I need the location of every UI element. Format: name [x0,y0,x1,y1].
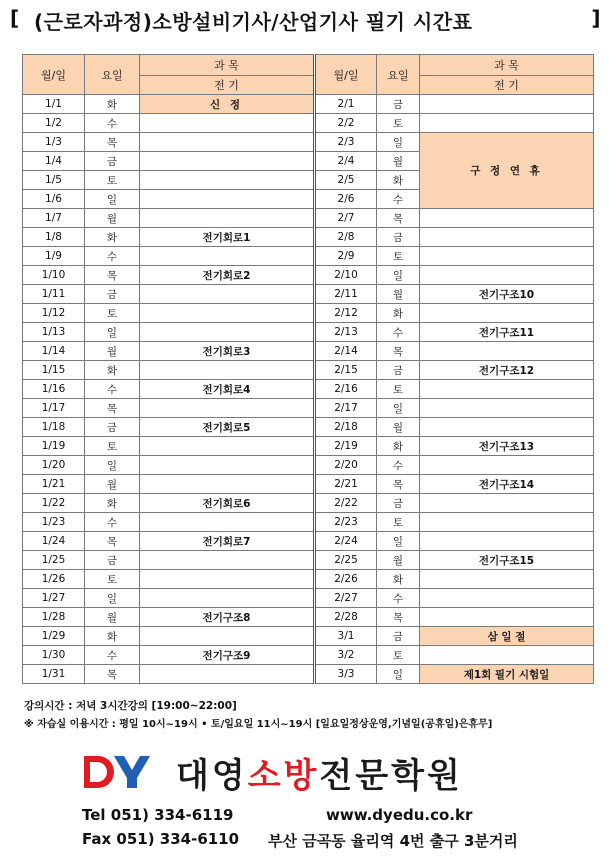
weekday-cell: 일 [377,532,420,551]
subject-cell [420,95,594,114]
date-cell: 2/18 [315,418,377,437]
subject-cell: 신 정 [140,95,315,114]
weekday-cell: 토 [377,380,420,399]
weekday-cell: 월 [85,342,140,361]
subject-cell [420,228,594,247]
table-row [23,304,594,323]
subject-cell [140,323,315,342]
table-row [23,342,594,361]
date-cell: 2/22 [315,494,377,513]
subject-cell [420,266,594,285]
date-cell: 2/5 [315,171,377,190]
date-cell: 1/25 [23,551,85,570]
weekday-cell: 수 [377,456,420,475]
header-weekday-left: 요일 [85,55,140,95]
weekday-cell: 월 [85,209,140,228]
subject-cell [420,456,594,475]
title-bracket-close: ] [591,6,601,30]
table-row [23,209,594,228]
subject-cell [420,380,594,399]
subject-cell [140,551,315,570]
date-cell: 1/31 [23,665,85,684]
date-cell: 1/17 [23,399,85,418]
subject-cell: 전기구조14 [420,475,594,494]
date-cell: 1/3 [23,133,85,152]
subject-cell [140,361,315,380]
date-cell: 3/2 [315,646,377,665]
subject-cell: 전기회로2 [140,266,315,285]
weekday-cell: 금 [377,95,420,114]
tel-number: Tel 051) 334-6119 [82,806,234,824]
subject-cell [140,209,315,228]
subject-cell [140,513,315,532]
date-cell: 1/20 [23,456,85,475]
table-row [23,646,594,665]
subject-cell [140,133,315,152]
subject-cell: 전기회로7 [140,532,315,551]
table-row [23,665,594,684]
date-cell: 1/5 [23,171,85,190]
table-row [23,475,594,494]
dy-logo-icon [80,750,152,794]
subject-cell [140,304,315,323]
weekday-cell: 월 [377,418,420,437]
header-subject-sub-left: 전 기 [140,76,315,95]
header-subject-left: 과 목 [140,55,315,76]
subject-cell: 전기구조9 [140,646,315,665]
weekday-cell: 토 [377,513,420,532]
weekday-cell: 일 [85,323,140,342]
subject-cell: 전기회로3 [140,342,315,361]
date-cell: 2/6 [315,190,377,209]
weekday-cell: 일 [85,589,140,608]
date-cell: 2/19 [315,437,377,456]
weekday-cell: 화 [85,494,140,513]
table-row [23,133,594,152]
date-cell: 2/8 [315,228,377,247]
title-bracket-open: [ [10,6,20,30]
weekday-cell: 화 [85,228,140,247]
weekday-cell: 목 [85,399,140,418]
subject-cell [420,570,594,589]
table-row [23,513,594,532]
weekday-cell: 목 [85,532,140,551]
title-text: (근로자과정)소방설비기사/산업기사 필기 시간표 [34,10,473,34]
subject-cell: 전기구조11 [420,323,594,342]
subject-cell [140,437,315,456]
table-row [23,532,594,551]
subject-cell [420,247,594,266]
weekday-cell: 화 [377,437,420,456]
weekday-cell: 수 [85,513,140,532]
table-row [23,437,594,456]
subject-cell: 전기구조8 [140,608,315,627]
weekday-cell: 일 [85,456,140,475]
table-row [23,247,594,266]
date-cell: 1/11 [23,285,85,304]
subject-cell [420,532,594,551]
weekday-cell: 목 [377,209,420,228]
date-cell: 1/19 [23,437,85,456]
date-cell: 1/24 [23,532,85,551]
date-cell: 1/23 [23,513,85,532]
date-cell: 1/6 [23,190,85,209]
date-cell: 1/12 [23,304,85,323]
date-cell: 1/4 [23,152,85,171]
table-row [23,608,594,627]
weekday-cell: 수 [377,589,420,608]
header-subject-right: 과 목 [420,55,594,76]
table-row [23,380,594,399]
date-cell: 3/3 [315,665,377,684]
table-row [23,228,594,247]
subject-cell [420,342,594,361]
weekday-cell: 월 [377,551,420,570]
table-row [23,456,594,475]
weekday-cell: 수 [85,380,140,399]
page-title [10,4,605,34]
date-cell: 2/25 [315,551,377,570]
subject-cell [140,152,315,171]
date-cell: 1/1 [23,95,85,114]
weekday-cell: 토 [85,437,140,456]
date-cell: 1/21 [23,475,85,494]
subject-cell [140,190,315,209]
date-cell: 2/20 [315,456,377,475]
header-month-day-right: 월/일 [315,55,377,95]
subject-cell [420,589,594,608]
date-cell: 2/2 [315,114,377,133]
weekday-cell: 금 [377,361,420,380]
date-cell: 1/7 [23,209,85,228]
weekday-cell: 월 [85,475,140,494]
subject-cell [140,570,315,589]
weekday-cell: 금 [85,551,140,570]
weekday-cell: 토 [85,304,140,323]
subject-cell [420,418,594,437]
subject-cell: 제1회 필기 시험일 [420,665,594,684]
subject-cell [420,513,594,532]
subject-cell: 전기회로6 [140,494,315,513]
subject-cell [140,475,315,494]
date-cell: 2/28 [315,608,377,627]
weekday-cell: 화 [377,304,420,323]
weekday-cell: 화 [85,627,140,646]
weekday-cell: 일 [377,133,420,152]
subject-cell [140,399,315,418]
date-cell: 2/12 [315,304,377,323]
date-cell: 2/7 [315,209,377,228]
schedule-body [23,95,594,684]
date-cell: 2/14 [315,342,377,361]
date-cell: 1/29 [23,627,85,646]
table-row [23,627,594,646]
weekday-cell: 금 [377,627,420,646]
subject-cell [140,114,315,133]
weekday-cell: 토 [85,171,140,190]
subject-cell: 전기구조10 [420,285,594,304]
weekday-cell: 월 [377,152,420,171]
address-text: 부산 금곡동 율리역 4번 출구 3분거리 [268,832,518,850]
weekday-cell: 일 [85,190,140,209]
table-row [23,494,594,513]
subject-cell [420,608,594,627]
date-cell: 2/26 [315,570,377,589]
weekday-cell: 목 [85,266,140,285]
weekday-cell: 토 [377,646,420,665]
header-subject-sub-right: 전 기 [420,76,594,95]
table-row [23,361,594,380]
lecture-time-note: 강의시간 : 저녁 3시간강의 [19:00~22:00] [24,700,237,712]
date-cell: 1/28 [23,608,85,627]
study-room-note: ※ 자습실 이용시간 : 평일 10시~19시 • 토/일요일 11시~19시 [일요일정상운영,기념일(공휴일)은휴무] [24,719,493,730]
subject-cell [420,114,594,133]
weekday-cell: 목 [377,342,420,361]
date-cell: 1/15 [23,361,85,380]
subject-cell: 삼 일 절 [420,627,594,646]
table-row [23,323,594,342]
academy-name-part3: 전문학원 [319,756,463,796]
weekday-cell: 수 [377,323,420,342]
academy-name-part2: 소방 [247,756,320,796]
table-row [23,285,594,304]
date-cell: 2/24 [315,532,377,551]
date-cell: 2/21 [315,475,377,494]
weekday-cell: 수 [377,190,420,209]
weekday-cell: 수 [85,114,140,133]
subject-cell [140,456,315,475]
website-link[interactable]: www.dyedu.co.kr [326,806,473,824]
date-cell: 1/18 [23,418,85,437]
subject-cell [140,285,315,304]
date-cell: 1/9 [23,247,85,266]
weekday-cell: 화 [85,95,140,114]
subject-cell [420,494,594,513]
date-cell: 2/9 [315,247,377,266]
subject-cell: 전기구조15 [420,551,594,570]
weekday-cell: 금 [85,285,140,304]
weekday-cell: 수 [85,646,140,665]
table-row [23,418,594,437]
subject-cell [420,399,594,418]
weekday-cell: 목 [85,665,140,684]
weekday-cell: 금 [85,152,140,171]
weekday-cell: 금 [377,228,420,247]
subject-cell: 전기회로5 [140,418,315,437]
date-cell: 2/17 [315,399,377,418]
weekday-cell: 월 [377,285,420,304]
date-cell: 1/14 [23,342,85,361]
weekday-cell: 토 [377,247,420,266]
date-cell: 2/3 [315,133,377,152]
table-row [23,551,594,570]
subject-cell: 전기회로4 [140,380,315,399]
date-cell: 2/4 [315,152,377,171]
date-cell: 2/27 [315,589,377,608]
academy-name [176,748,463,797]
table-row [23,570,594,589]
date-cell: 1/30 [23,646,85,665]
weekday-cell: 목 [377,475,420,494]
academy-name-part1: 대영 [176,756,248,796]
subject-cell [140,627,315,646]
date-cell: 1/22 [23,494,85,513]
weekday-cell: 토 [377,114,420,133]
weekday-cell: 월 [85,608,140,627]
date-cell: 2/10 [315,266,377,285]
weekday-cell: 화 [377,570,420,589]
date-cell: 1/2 [23,114,85,133]
date-cell: 2/1 [315,95,377,114]
subject-cell [420,209,594,228]
table-row [23,589,594,608]
date-cell: 2/15 [315,361,377,380]
header-weekday-right: 요일 [377,55,420,95]
weekday-cell: 금 [85,418,140,437]
weekday-cell: 토 [85,570,140,589]
table-row [23,399,594,418]
subject-cell: 전기구조12 [420,361,594,380]
weekday-cell: 화 [377,171,420,190]
weekday-cell: 목 [377,608,420,627]
date-cell: 2/13 [315,323,377,342]
date-cell: 1/13 [23,323,85,342]
date-cell: 1/16 [23,380,85,399]
date-cell: 1/27 [23,589,85,608]
table-row [23,266,594,285]
subject-cell [140,665,315,684]
table-row [23,95,594,114]
subject-cell [140,247,315,266]
weekday-cell: 목 [85,133,140,152]
date-cell: 2/11 [315,285,377,304]
weekday-cell: 금 [377,494,420,513]
date-cell: 1/26 [23,570,85,589]
fax-number: Fax 051) 334-6110 [82,830,240,848]
weekday-cell: 화 [85,361,140,380]
date-cell: 3/1 [315,627,377,646]
date-cell: 2/16 [315,380,377,399]
weekday-cell: 일 [377,665,420,684]
weekday-cell: 수 [85,247,140,266]
subject-cell: 전기회로1 [140,228,315,247]
weekday-cell: 일 [377,266,420,285]
table-row [23,114,594,133]
header-month-day-left: 월/일 [23,55,85,95]
subject-cell [140,589,315,608]
date-cell: 2/23 [315,513,377,532]
date-cell: 1/8 [23,228,85,247]
schedule-table [22,54,594,684]
subject-cell [420,304,594,323]
subject-cell: 전기구조13 [420,437,594,456]
subject-cell [140,171,315,190]
subject-cell: 구 정 연 휴 [420,133,594,209]
academy-logo [80,748,540,796]
date-cell: 1/10 [23,266,85,285]
subject-cell [420,646,594,665]
weekday-cell: 일 [377,399,420,418]
